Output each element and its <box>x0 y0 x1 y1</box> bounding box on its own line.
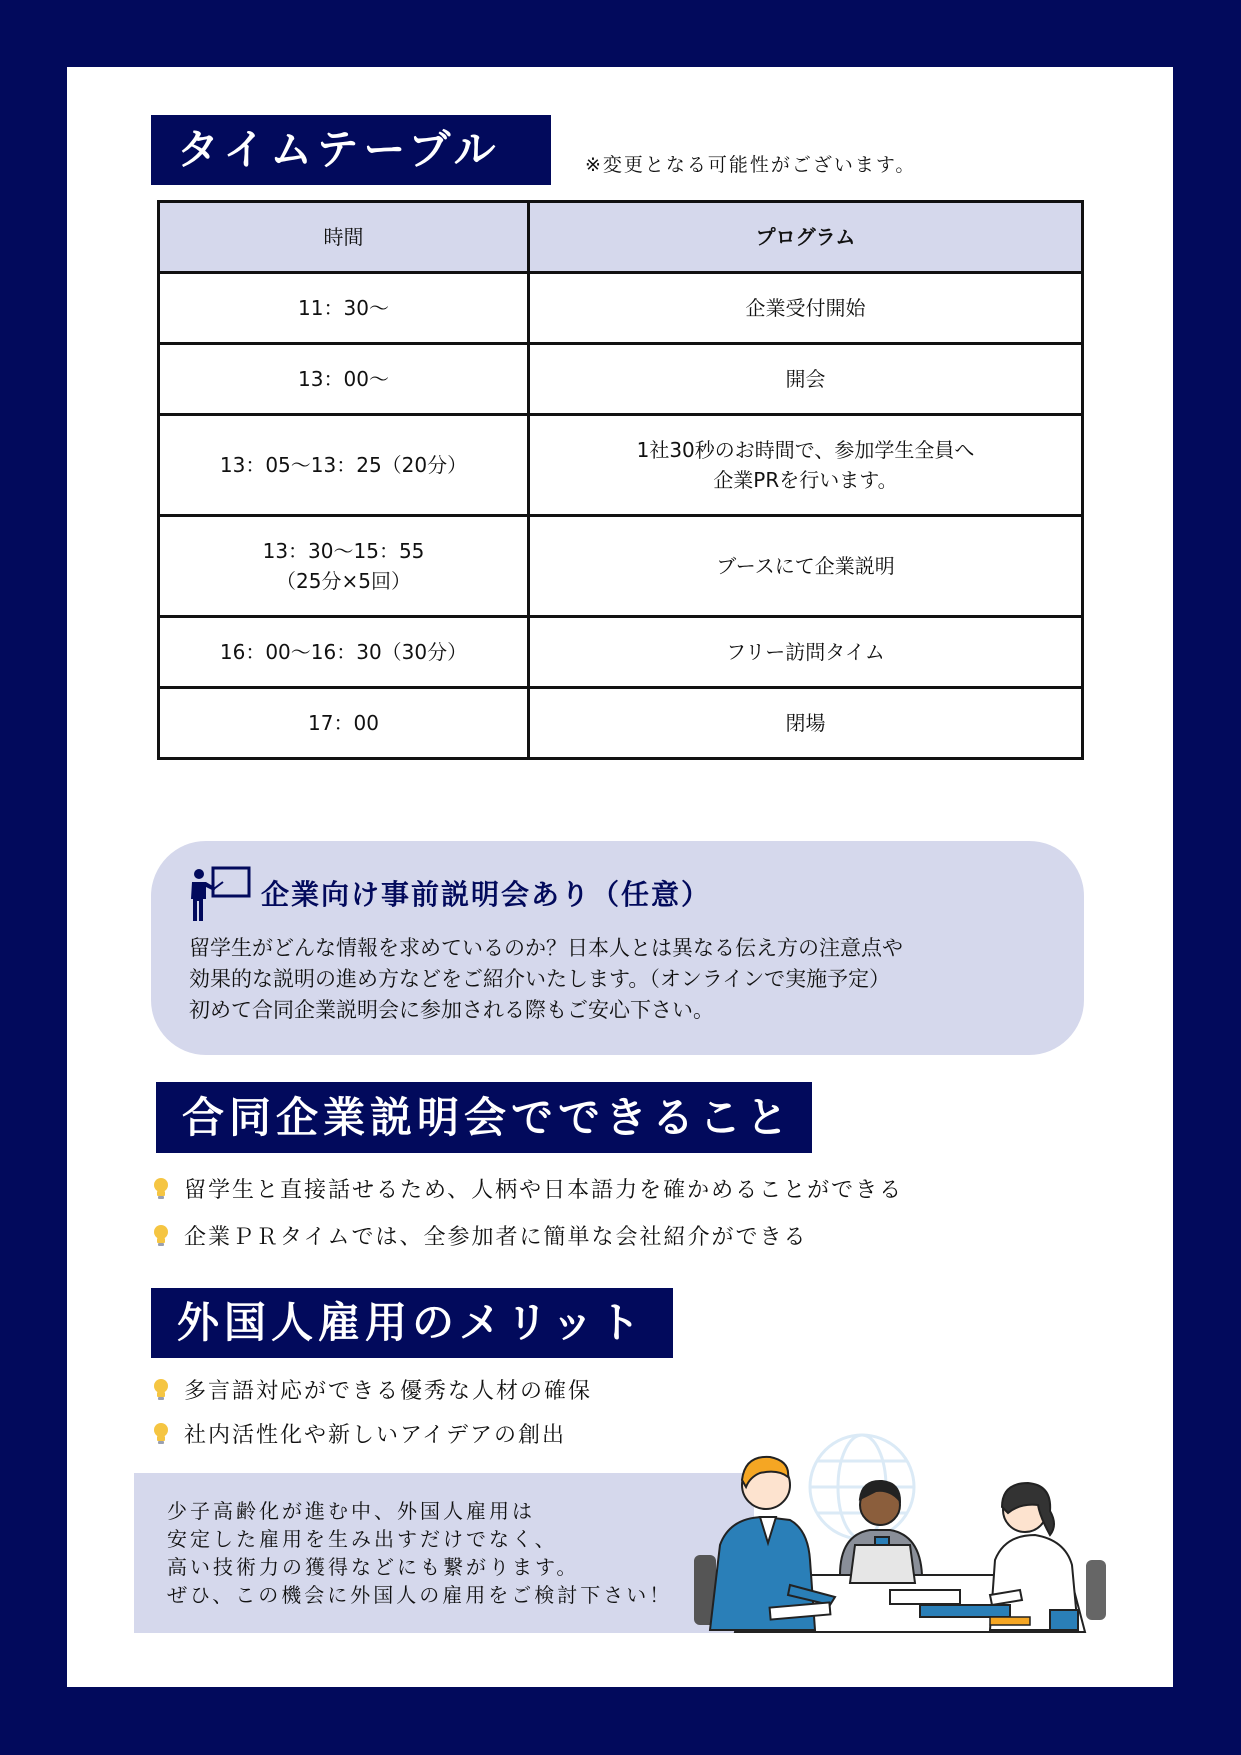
program-cell: 閉場 <box>529 688 1083 759</box>
time-cell: 13：05～13：25（20分） <box>159 415 529 516</box>
presenter-icon <box>187 866 253 924</box>
table-row <box>159 273 1083 344</box>
briefing-line: 効果的な説明の進め方などをご紹介いたします。（オンラインで実施予定） <box>189 967 891 991</box>
lightbulb-icon <box>152 1223 170 1247</box>
list-item <box>152 1220 903 1250</box>
merits-list <box>152 1374 592 1462</box>
list-item-text: 多言語対応ができる優秀な人材の確保 <box>184 1378 593 1404</box>
table-header-row <box>159 202 1083 273</box>
program-line: 企業PRを行います。 <box>713 468 898 492</box>
closing-box <box>134 1473 754 1633</box>
lightbulb-icon <box>152 1421 170 1445</box>
table-row <box>159 516 1083 617</box>
list-item-text: 留学生と直接話せるため、人柄や日本語力を確かめることができる <box>184 1177 904 1203</box>
closing-text <box>167 1497 672 1609</box>
list-item <box>152 1173 903 1203</box>
table-row <box>159 688 1083 759</box>
time-cell: 13：00～ <box>159 344 529 415</box>
can-do-heading: 合同企業説明会でできること <box>156 1082 812 1153</box>
closing-line: 高い技術力の獲得などにも繋がります。 <box>167 1555 580 1579</box>
briefing-title: 企業向け事前説明会あり（任意） <box>261 878 712 911</box>
timetable-table <box>157 200 1084 760</box>
list-item <box>152 1418 592 1448</box>
list-item-text: 社内活性化や新しいアイデアの創出 <box>184 1422 567 1448</box>
table-row <box>159 344 1083 415</box>
closing-line: ぜひ、この機会に外国人の雇用をご検討下さい！ <box>167 1583 673 1607</box>
time-cell: 16：00～16：30（30分） <box>159 617 529 688</box>
closing-line: 安定した雇用を生み出すだけでなく、 <box>167 1527 558 1551</box>
header-program: プログラム <box>529 202 1083 273</box>
program-cell: 企業受付開始 <box>529 273 1083 344</box>
table-row <box>159 415 1083 516</box>
briefing-line: 留学生がどんな情報を求めているのか？日本人とは異なる伝え方の注意点や <box>189 936 903 960</box>
table-row <box>159 617 1083 688</box>
program-cell: 開会 <box>529 344 1083 415</box>
globe-icon <box>810 1435 914 1539</box>
program-cell: ブースにて企業説明 <box>529 516 1083 617</box>
change-notice: ※変更となる可能性がございます。 <box>585 154 917 176</box>
time-line: （25分×5回） <box>276 569 411 593</box>
list-item <box>152 1374 592 1404</box>
briefing-box <box>151 841 1084 1055</box>
business-meeting-illustration <box>690 1425 1110 1637</box>
lightbulb-icon <box>152 1377 170 1401</box>
program-cell: フリー訪問タイム <box>529 617 1083 688</box>
closing-line: 少子高齢化が進む中、外国人雇用は <box>167 1499 535 1523</box>
time-line: 13：30～15：55 <box>262 539 425 563</box>
time-cell <box>159 516 529 617</box>
time-cell: 17：00 <box>159 688 529 759</box>
timetable-heading: タイムテーブル <box>151 115 551 185</box>
briefing-line: 初めて合同企業説明会に参加される際もご安心下さい。 <box>189 998 714 1022</box>
list-item-text: 企業ＰＲタイムでは、全参加者に簡単な会社紹介ができる <box>184 1224 808 1250</box>
header-time: 時間 <box>159 202 529 273</box>
time-cell: 11：30～ <box>159 273 529 344</box>
merits-heading: 外国人雇用のメリット <box>151 1288 673 1358</box>
program-line: 1社30秒のお時間で、参加学生全員へ <box>636 438 975 462</box>
program-cell <box>529 415 1083 516</box>
lightbulb-icon <box>152 1176 170 1200</box>
briefing-body <box>189 933 903 1026</box>
can-do-list <box>152 1173 903 1267</box>
